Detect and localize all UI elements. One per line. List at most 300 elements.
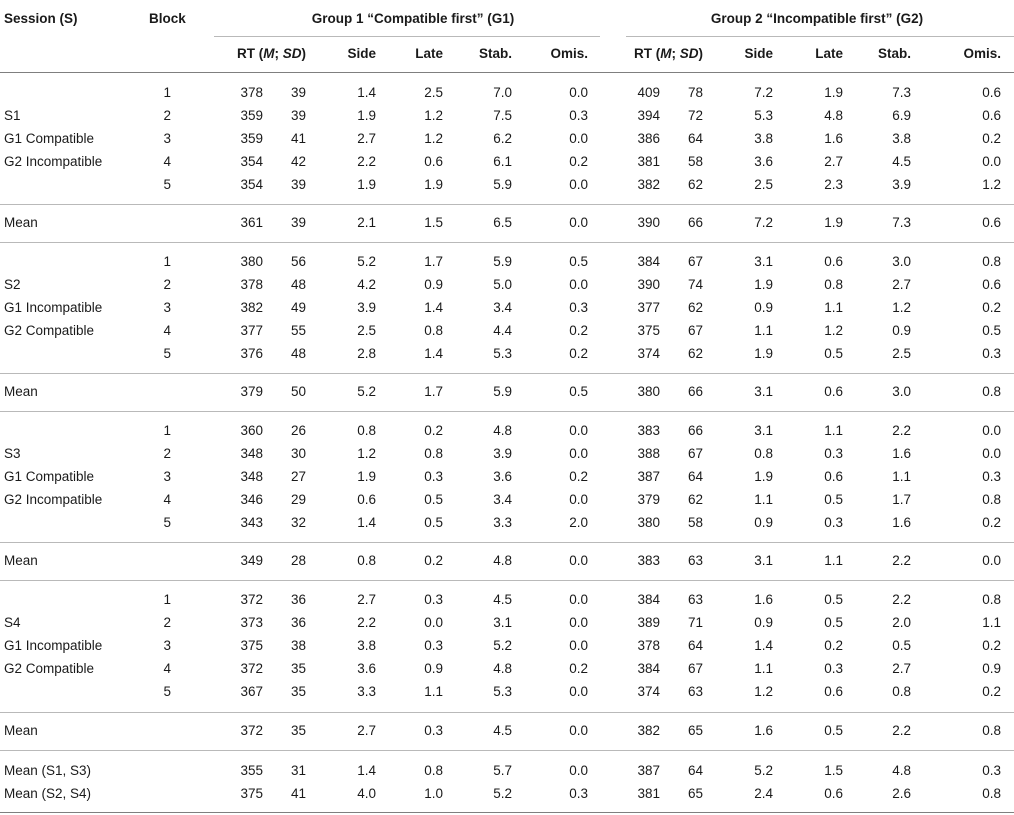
g2-rt-sd: 67 [687, 446, 703, 461]
g2-late: 0.3 [824, 515, 843, 530]
g1-omis: 0.0 [569, 131, 588, 146]
g2-rt-sd: 58 [687, 515, 703, 530]
g1-stab: 7.0 [493, 85, 512, 100]
block-number: 3 [163, 131, 171, 146]
g1-stab: 5.9 [493, 254, 512, 269]
rt-header-part: ) [698, 46, 703, 61]
g1-overall-omis: 0.3 [569, 786, 588, 801]
header-block: Block [149, 11, 186, 26]
g1-rt-sd: 39 [290, 85, 306, 100]
g2-mean-rt-sd: 66 [687, 215, 703, 230]
g1-rt-sd: 48 [290, 277, 306, 292]
g2-rt-sd: 78 [687, 85, 703, 100]
g2-rt-sd: 71 [687, 615, 703, 630]
g2-rt-mean: 386 [637, 131, 660, 146]
g1-omis: 0.0 [569, 446, 588, 461]
g1-rt-mean: 346 [240, 492, 263, 507]
g2-side: 3.6 [754, 154, 773, 169]
g1-side: 0.6 [357, 492, 376, 507]
g2-side: 5.3 [754, 108, 773, 123]
g2-omis: 0.0 [982, 423, 1001, 438]
g2-rt-mean: 384 [637, 592, 660, 607]
g2-mean-omis: 0.0 [982, 553, 1001, 568]
g1-stab: 3.4 [493, 492, 512, 507]
g1-mean-rt-mean: 361 [240, 215, 263, 230]
rt-header-part: ; [671, 46, 680, 61]
g2-late: 1.2 [824, 323, 843, 338]
g2-omis: 0.0 [982, 446, 1001, 461]
g2-mean-late: 1.9 [824, 215, 843, 230]
g2-rt-mean: 374 [637, 684, 660, 699]
g2-late: 0.8 [824, 277, 843, 292]
g2-late: 0.3 [824, 661, 843, 676]
g2-late: 0.6 [824, 684, 843, 699]
g2-late: 4.8 [824, 108, 843, 123]
rt-header-part: RT ( [633, 46, 661, 61]
group1-underline [214, 36, 600, 37]
g1-mean-omis: 0.5 [569, 384, 588, 399]
g2-omis: 0.8 [982, 492, 1001, 507]
rt-header-part: ; [274, 46, 283, 61]
g2-overall-late: 1.5 [824, 763, 843, 778]
g1-late: 0.2 [424, 423, 443, 438]
g2-side: 3.1 [754, 254, 773, 269]
g2-rt-sd: 67 [687, 254, 703, 269]
g2-overall-rt-mean: 387 [637, 763, 660, 778]
g2-stab: 7.3 [892, 85, 911, 100]
g1-mean-side: 0.8 [357, 553, 376, 568]
g2-overall-omis: 0.3 [982, 763, 1001, 778]
g1-header-omis: Omis. [550, 46, 588, 61]
g2-side: 1.1 [754, 661, 773, 676]
g1-side: 2.7 [357, 592, 376, 607]
g2-side: 7.2 [754, 85, 773, 100]
g2-stab: 2.7 [892, 661, 911, 676]
session-rule [0, 204, 1014, 205]
g2-rt-sd: 63 [687, 592, 703, 607]
g1-rt-sd: 36 [290, 615, 306, 630]
session-rule [0, 712, 1014, 713]
g1-mean-stab: 5.9 [493, 384, 512, 399]
g2-rt-mean: 387 [637, 469, 660, 484]
g2-late: 2.7 [824, 154, 843, 169]
g2-side: 0.9 [754, 300, 773, 315]
g2-late: 1.1 [824, 300, 843, 315]
g2-late: 0.6 [824, 254, 843, 269]
g2-stab: 0.5 [892, 638, 911, 653]
g2-mean-side: 3.1 [754, 553, 773, 568]
g2-late: 0.6 [824, 469, 843, 484]
g2-omis: 0.2 [982, 684, 1001, 699]
mean-label: Mean [4, 215, 38, 230]
g2-omis: 0.3 [982, 469, 1001, 484]
g2-side: 1.1 [754, 492, 773, 507]
g1-rt-sd: 29 [290, 492, 306, 507]
g1-rt-mean: 382 [240, 300, 263, 315]
g1-side: 2.8 [357, 346, 376, 361]
g2-mean-side: 3.1 [754, 384, 773, 399]
g1-omis: 0.5 [569, 254, 588, 269]
g1-omis: 0.2 [569, 469, 588, 484]
block-number: 4 [163, 661, 171, 676]
g1-omis: 0.0 [569, 85, 588, 100]
session-rule [0, 542, 1014, 543]
overall-mean-label: Mean (S1, S3) [4, 763, 92, 778]
g1-late: 1.4 [424, 346, 443, 361]
g2-rt-mean: 384 [637, 661, 660, 676]
g2-rt-sd: 58 [687, 154, 703, 169]
g1-late: 0.3 [424, 592, 443, 607]
g1-rt-sd: 39 [290, 177, 306, 192]
session-label: G1 Incompatible [4, 638, 103, 653]
g2-stab: 3.8 [892, 131, 911, 146]
g1-rt-mean: 354 [240, 154, 263, 169]
g2-side: 1.9 [754, 469, 773, 484]
g2-omis: 0.2 [982, 131, 1001, 146]
g1-omis: 0.2 [569, 661, 588, 676]
g1-rt-mean: 359 [240, 131, 263, 146]
g1-side: 3.8 [357, 638, 376, 653]
g2-omis: 0.2 [982, 300, 1001, 315]
g2-omis: 0.6 [982, 108, 1001, 123]
g1-rt-mean: 377 [240, 323, 263, 338]
g2-stab: 1.6 [892, 446, 911, 461]
g2-rt-mean: 381 [637, 154, 660, 169]
block-number: 4 [163, 154, 171, 169]
g1-side: 2.5 [357, 323, 376, 338]
g2-late: 0.5 [824, 615, 843, 630]
g1-overall-rt-sd: 41 [290, 786, 306, 801]
session-label: G1 Compatible [4, 469, 95, 484]
g1-overall-stab: 5.7 [493, 763, 512, 778]
g1-rt-sd: 48 [290, 346, 306, 361]
g2-rt-sd: 66 [687, 423, 703, 438]
g1-stab: 3.1 [493, 615, 512, 630]
g2-stab: 4.5 [892, 154, 911, 169]
g1-rt-mean: 378 [240, 85, 263, 100]
g1-header-late: Late [415, 46, 443, 61]
g1-mean-rt-mean: 349 [240, 553, 263, 568]
g2-overall-stab: 4.8 [892, 763, 911, 778]
g1-late: 0.0 [424, 615, 443, 630]
g2-late: 0.5 [824, 592, 843, 607]
g1-stab: 4.4 [493, 323, 512, 338]
g1-mean-side: 2.7 [357, 723, 376, 738]
g1-rt-sd: 38 [290, 638, 306, 653]
g1-side: 1.9 [357, 469, 376, 484]
g2-mean-rt-sd: 63 [687, 553, 703, 568]
g2-mean-omis: 0.8 [982, 384, 1001, 399]
g2-omis: 0.8 [982, 592, 1001, 607]
block-number: 3 [163, 469, 171, 484]
g2-omis: 0.9 [982, 661, 1001, 676]
g1-side: 3.9 [357, 300, 376, 315]
group2-underline [626, 36, 1014, 37]
session-label: G2 Compatible [4, 661, 95, 676]
g1-rt-mean: 367 [240, 684, 263, 699]
g1-overall-stab: 5.2 [493, 786, 512, 801]
g1-rt-header [237, 46, 306, 62]
overall-mean-label: Mean (S2, S4) [4, 786, 92, 801]
header-session: Session (S) [4, 11, 78, 26]
g1-omis: 0.0 [569, 684, 588, 699]
g2-overall-rt-sd: 64 [687, 763, 703, 778]
g2-late: 0.5 [824, 492, 843, 507]
g1-mean-rt-sd: 35 [290, 723, 306, 738]
g1-stab: 3.4 [493, 300, 512, 315]
block-number: 5 [163, 177, 171, 192]
g1-late: 1.2 [424, 108, 443, 123]
g1-mean-rt-mean: 372 [240, 723, 263, 738]
g1-rt-sd: 32 [290, 515, 306, 530]
g1-late: 1.2 [424, 131, 443, 146]
g2-side: 2.5 [754, 177, 773, 192]
g2-late: 0.5 [824, 346, 843, 361]
g1-overall-rt-sd: 31 [290, 763, 306, 778]
block-number: 5 [163, 684, 171, 699]
g2-rt-mean: 377 [637, 300, 660, 315]
g1-stab: 3.3 [493, 515, 512, 530]
g1-rt-sd: 56 [290, 254, 306, 269]
g2-side: 0.8 [754, 446, 773, 461]
g2-side: 1.4 [754, 638, 773, 653]
mean-label: Mean [4, 723, 38, 738]
g1-late: 0.3 [424, 469, 443, 484]
block-number: 5 [163, 346, 171, 361]
g2-late: 1.6 [824, 131, 843, 146]
g2-stab: 1.1 [892, 469, 911, 484]
g2-mean-late: 0.6 [824, 384, 843, 399]
g1-stab: 3.9 [493, 446, 512, 461]
g1-rt-mean: 360 [240, 423, 263, 438]
g1-rt-mean: 343 [240, 515, 263, 530]
g2-rt-mean: 389 [637, 615, 660, 630]
g1-rt-mean: 375 [240, 638, 263, 653]
g2-mean-rt-sd: 65 [687, 723, 703, 738]
g1-omis: 0.0 [569, 277, 588, 292]
g1-rt-mean: 348 [240, 446, 263, 461]
g1-side: 1.4 [357, 515, 376, 530]
g2-rt-mean: 382 [637, 177, 660, 192]
g2-rt-header [634, 46, 703, 62]
g1-mean-omis: 0.0 [569, 553, 588, 568]
g2-mean-rt-mean: 380 [637, 384, 660, 399]
g2-side: 1.2 [754, 684, 773, 699]
g2-late: 1.9 [824, 85, 843, 100]
mean-label: Mean [4, 384, 38, 399]
g2-rt-mean: 374 [637, 346, 660, 361]
rt-header-part: SD [282, 46, 302, 61]
g2-rt-mean: 409 [637, 85, 660, 100]
g2-omis: 0.0 [982, 154, 1001, 169]
g2-stab: 2.2 [892, 592, 911, 607]
g2-rt-sd: 72 [687, 108, 703, 123]
g1-stab: 6.2 [493, 131, 512, 146]
g2-mean-rt-mean: 390 [637, 215, 660, 230]
g1-omis: 0.3 [569, 108, 588, 123]
g2-stab: 3.9 [892, 177, 911, 192]
g1-rt-sd: 41 [290, 131, 306, 146]
g1-rt-mean: 373 [240, 615, 263, 630]
g2-header-late: Late [815, 46, 843, 61]
session-label: S3 [4, 446, 21, 461]
g1-late: 1.1 [424, 684, 443, 699]
g1-stab: 5.2 [493, 638, 512, 653]
session-label: G1 Incompatible [4, 300, 103, 315]
block-number: 1 [163, 85, 171, 100]
g1-mean-rt-sd: 28 [290, 553, 306, 568]
g2-overall-rt-mean: 381 [637, 786, 660, 801]
g1-stab: 4.8 [493, 661, 512, 676]
mean-label: Mean [4, 553, 38, 568]
g1-late: 0.8 [424, 323, 443, 338]
g1-stab: 7.5 [493, 108, 512, 123]
rt-header-part: RT ( [236, 46, 264, 61]
g1-stab: 4.5 [493, 592, 512, 607]
g2-stab: 1.6 [892, 515, 911, 530]
g1-stab: 5.3 [493, 346, 512, 361]
g1-omis: 0.0 [569, 638, 588, 653]
g1-rt-sd: 26 [290, 423, 306, 438]
g2-mean-side: 7.2 [754, 215, 773, 230]
block-number: 1 [163, 592, 171, 607]
g2-omis: 0.3 [982, 346, 1001, 361]
g2-rt-sd: 64 [687, 131, 703, 146]
g1-rt-mean: 348 [240, 469, 263, 484]
g2-rt-mean: 394 [637, 108, 660, 123]
g1-mean-late: 0.3 [424, 723, 443, 738]
g1-late: 0.5 [424, 492, 443, 507]
g1-late: 0.5 [424, 515, 443, 530]
g1-rt-mean: 378 [240, 277, 263, 292]
g2-overall-rt-sd: 65 [687, 786, 703, 801]
g2-side: 1.6 [754, 592, 773, 607]
g2-stab: 2.0 [892, 615, 911, 630]
g1-omis: 2.0 [569, 515, 588, 530]
block-number: 3 [163, 300, 171, 315]
g2-omis: 1.2 [982, 177, 1001, 192]
g2-side: 1.1 [754, 323, 773, 338]
g1-late: 0.6 [424, 154, 443, 169]
g1-side: 1.9 [357, 177, 376, 192]
g1-rt-sd: 42 [290, 154, 306, 169]
g1-stab: 6.1 [493, 154, 512, 169]
g2-header-side: Side [744, 46, 773, 61]
g2-omis: 1.1 [982, 615, 1001, 630]
block-number: 1 [163, 254, 171, 269]
g1-side: 3.3 [357, 684, 376, 699]
g1-rt-sd: 39 [290, 108, 306, 123]
g1-rt-sd: 30 [290, 446, 306, 461]
g2-side: 3.8 [754, 131, 773, 146]
g1-mean-late: 0.2 [424, 553, 443, 568]
g1-mean-side: 2.1 [357, 215, 376, 230]
g2-late: 0.3 [824, 446, 843, 461]
g2-stab: 2.5 [892, 346, 911, 361]
block-number: 2 [163, 446, 171, 461]
g2-rt-mean: 378 [637, 638, 660, 653]
g2-omis: 0.2 [982, 515, 1001, 530]
g2-rt-sd: 64 [687, 469, 703, 484]
g1-rt-sd: 36 [290, 592, 306, 607]
mean-rule [0, 750, 1014, 751]
g2-overall-stab: 2.6 [892, 786, 911, 801]
g2-stab: 0.8 [892, 684, 911, 699]
g1-omis: 0.0 [569, 492, 588, 507]
session-label: G2 Compatible [4, 323, 95, 338]
g1-side: 5.2 [357, 254, 376, 269]
g1-overall-side: 1.4 [357, 763, 376, 778]
g2-stab: 1.2 [892, 300, 911, 315]
g1-header-stab: Stab. [478, 46, 512, 61]
g2-rt-mean: 388 [637, 446, 660, 461]
g1-late: 1.9 [424, 177, 443, 192]
g1-side: 1.4 [357, 85, 376, 100]
g1-mean-stab: 4.5 [493, 723, 512, 738]
session-label: S4 [4, 615, 21, 630]
g2-rt-mean: 383 [637, 423, 660, 438]
session-label: S2 [4, 277, 21, 292]
g2-rt-mean: 384 [637, 254, 660, 269]
g1-stab: 5.9 [493, 177, 512, 192]
header-group1: Group 1 “Compatible first” (G1) [311, 11, 515, 26]
g2-rt-mean: 375 [637, 323, 660, 338]
g1-omis: 0.3 [569, 300, 588, 315]
rt-header-part: M [660, 46, 672, 61]
g1-omis: 0.0 [569, 615, 588, 630]
g2-rt-sd: 67 [687, 661, 703, 676]
g1-side: 2.7 [357, 131, 376, 146]
block-number: 2 [163, 615, 171, 630]
g1-rt-mean: 376 [240, 346, 263, 361]
g1-rt-sd: 35 [290, 684, 306, 699]
g1-rt-sd: 49 [290, 300, 306, 315]
g1-mean-rt-sd: 50 [290, 384, 306, 399]
g1-late: 0.8 [424, 446, 443, 461]
g1-side: 2.2 [357, 615, 376, 630]
g2-stab: 3.0 [892, 254, 911, 269]
g1-mean-omis: 0.0 [569, 215, 588, 230]
g2-mean-late: 0.5 [824, 723, 843, 738]
g1-rt-mean: 372 [240, 592, 263, 607]
g1-mean-stab: 6.5 [493, 215, 512, 230]
g2-side: 0.9 [754, 515, 773, 530]
g2-mean-stab: 2.2 [892, 723, 911, 738]
g1-omis: 0.2 [569, 154, 588, 169]
g2-rt-mean: 380 [637, 515, 660, 530]
g1-late: 2.5 [424, 85, 443, 100]
g1-stab: 3.6 [493, 469, 512, 484]
g1-omis: 0.2 [569, 323, 588, 338]
g2-rt-mean: 379 [637, 492, 660, 507]
g2-omis: 0.2 [982, 638, 1001, 653]
g1-late: 0.3 [424, 638, 443, 653]
g1-omis: 0.0 [569, 177, 588, 192]
block-number: 4 [163, 323, 171, 338]
g1-rt-mean: 359 [240, 108, 263, 123]
g2-rt-sd: 74 [687, 277, 703, 292]
mean-rule [0, 242, 1014, 243]
g2-mean-rt-mean: 383 [637, 553, 660, 568]
g2-mean-omis: 0.6 [982, 215, 1001, 230]
g2-omis: 0.8 [982, 254, 1001, 269]
g2-rt-sd: 62 [687, 492, 703, 507]
g2-late: 2.3 [824, 177, 843, 192]
g2-overall-late: 0.6 [824, 786, 843, 801]
g2-stab: 1.7 [892, 492, 911, 507]
g1-overall-late: 0.8 [424, 763, 443, 778]
g1-stab: 5.3 [493, 684, 512, 699]
